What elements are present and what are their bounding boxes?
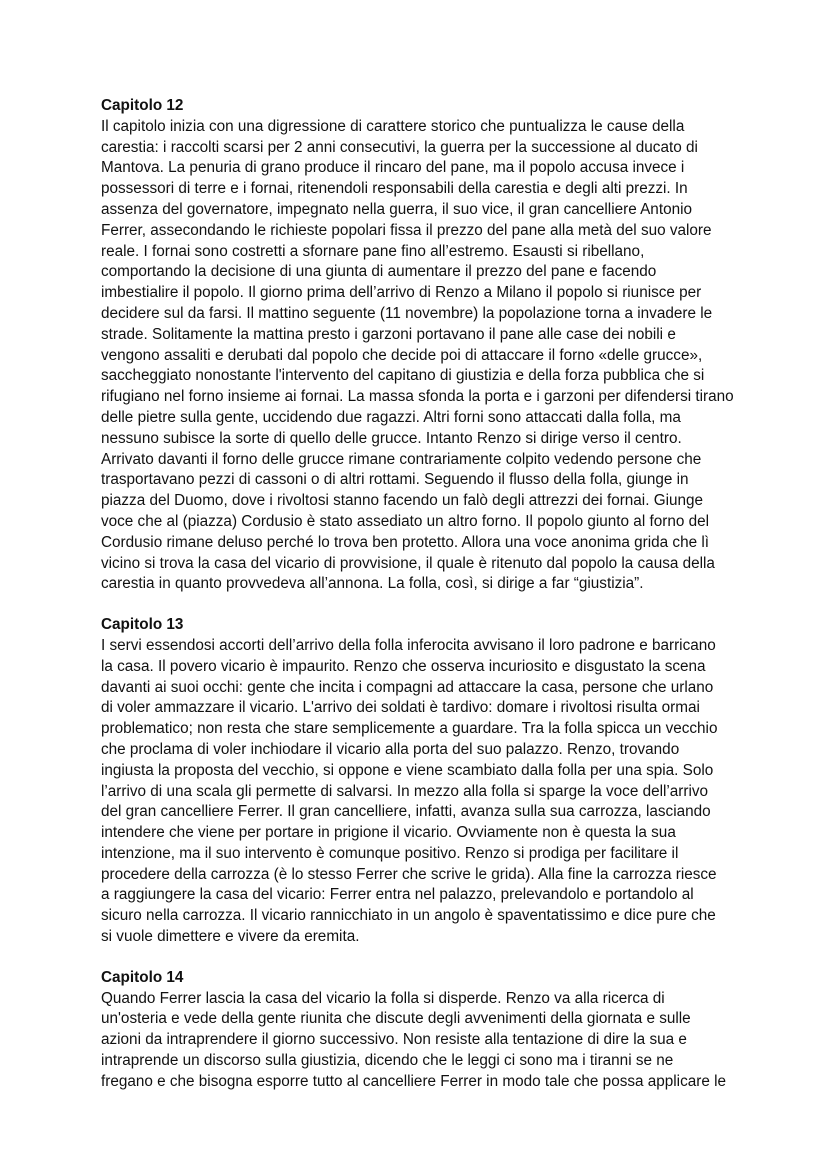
text-line: strade. Solitamente la mattina presto i garzoni portavano il pane alle case dei nobili e (101, 325, 676, 343)
text-line: imbestialire il popolo. Il giorno prima dell’arrivo di Renzo a Milano il popolo si riunisce per (101, 284, 702, 302)
text-line: vicino si trova la casa del vicario di provvisione, il quale è ritenuto dal popolo la causa della (101, 554, 715, 572)
text-line: fregano e che bisogna esporre tutto al cancelliere Ferrer in modo tale che possa applicare le (101, 1072, 726, 1090)
chapter-heading: Capitolo 13 (101, 616, 184, 634)
text-line: assenza del governatore, impegnato nella guerra, il suo vice, il gran cancelliere Antonio (101, 200, 692, 218)
text-line: azioni da intraprendere il giorno successivo. Non resiste alla tentazione di dire la sua e (101, 1031, 687, 1049)
text-line: vengono assaliti e derubati dal popolo che decide poi di attaccare il forno «delle grucce», (101, 346, 703, 364)
text-line: saccheggiato nonostante l'intervento del capitano di giustizia e della forza pubblica che si (101, 367, 705, 385)
text-line: ingiusta la proposta del vecchio, si oppone e viene scambiato dalla folla per una spia. Solo (101, 761, 714, 779)
text-line: comportando la decisione di una giunta di aumentare il prezzo del pane e facendo (101, 263, 657, 281)
chapter-section (101, 615, 741, 948)
text-line: di voler ammazzare il vicario. L'arrivo dei soldati è tardivo: domare i rivoltosi risulta ormai (101, 699, 700, 717)
text-line: nessuno subisce la sorte di quello delle grucce. Intanto Renzo si dirige verso il centro. (101, 429, 682, 447)
text-line: Ferrer, assecondando le richieste popolari fissa il prezzo del pane alla metà del suo valore (101, 221, 712, 239)
text-line: l’arrivo di una scala gli permette di salvarsi. In mezzo alla folla si sparge la voce dell’arrivo (101, 782, 709, 800)
text-line: piazza del Duomo, dove i rivoltosi stanno facendo un falò degli attrezzi dei fornai. Giunge (101, 492, 704, 510)
text-line: rifugiano nel forno insieme ai fornai. La massa sfonda la porta e i garzoni per difendersi tirano (101, 388, 734, 406)
text-line: a raggiungere la casa del vicario: Ferrer entra nel palazzo, prelevandolo e portandolo al (101, 886, 694, 904)
text-line: carestia: i raccolti scarsi per 2 anni consecutivi, la guerra per la successione al ducato di (101, 138, 698, 156)
text-line: davanti ai suoi occhi: gente che incita i compagni ad attaccare la casa, persone che urlano (101, 678, 714, 696)
text-line: intraprende un discorso sulla giustizia, dicendo che le leggi ci sono ma i tiranni se ne (101, 1052, 674, 1070)
text-line: I servi essendosi accorti dell’arrivo della folla inferocita avvisano il loro padrone e barricano (101, 636, 716, 654)
text-line: sicuro nella carrozza. Il vicario rannicchiato in un angolo è spaventatissimo e dice pure che (101, 907, 716, 925)
text-line: problematico; non resta che stare semplicemente a guardare. Tra la folla spicca un vecchio (101, 720, 718, 738)
text-line: Il capitolo inizia con una digressione di carattere storico che puntualizza le cause della (101, 117, 685, 135)
chapter-section (101, 968, 741, 1093)
text-line: si vuole dimettere e vivere da eremita. (101, 928, 360, 946)
text-line: delle pietre sulla gente, uccidendo due ragazzi. Altri forni sono attaccati dalla folla, ma (101, 408, 681, 426)
text-line: intendere che viene per portare in prigione il vicario. Ovviamente non è questa la sua (101, 824, 676, 842)
chapter-section (101, 96, 741, 595)
text-line: carestia in quanto provvedeva all’annona. La folla, così, si dirige a far “giustizia”. (101, 575, 644, 593)
text-line: possessori di terre e i fornai, ritenendoli responsabili della carestia e degli alti prezzi. In (101, 180, 688, 198)
text-line: voce che al (piazza) Cordusio è stato assediato un altro forno. Il popolo giunto al forno del (101, 512, 709, 530)
text-line: reale. I fornai sono costretti a sfornare pane fino all’estremo. Esausti si ribellano, (101, 242, 645, 260)
text-line: procedere della carrozza (è lo stesso Ferrer che scrive le grida). Alla fine la carrozza riesce (101, 865, 717, 883)
text-line: del gran cancelliere Ferrer. Il gran cancelliere, infatti, avanza sulla sua carrozza, lasciando (101, 803, 711, 821)
text-line: decidere sul da farsi. Il mattino seguente (11 novembre) la popolazione torna a invadere le (101, 304, 713, 322)
text-line: Mantova. La penuria di grano produce il rincaro del pane, ma il popolo accusa invece i (101, 159, 685, 177)
text-line: trasportavano pezzi di cassoni o di altri rottami. Seguendo il flusso della folla, giunge in (101, 471, 689, 489)
text-line: la casa. Il povero vicario è impaurito. Renzo che osserva incuriosito e disgustato la scena (101, 657, 706, 675)
chapter-heading: Capitolo 12 (101, 97, 184, 114)
text-line: intenzione, ma il suo intervento è comunque positivo. Renzo si prodiga per facilitare il (101, 844, 679, 862)
chapter-heading: Capitolo 14 (101, 968, 184, 986)
text-line: Quando Ferrer lascia la casa del vicario la folla si disperde. Renzo va alla ricerca di (101, 989, 665, 1007)
text-line: un'osteria e vede della gente riunita che discute degli avvenimenti della giornata e sulle (101, 1010, 691, 1028)
text-line: Cordusio rimane deluso perché lo trova ben protetto. Allora una voce anonima grida che lì (101, 533, 709, 551)
text-line: che proclama di voler inchiodare il vicario alla porta del suo palazzo. Renzo, trovando (101, 740, 680, 758)
text-line: Arrivato davanti il forno delle grucce rimane contrariamente colpito vedendo persone che (101, 450, 702, 468)
document-body (101, 96, 741, 1113)
